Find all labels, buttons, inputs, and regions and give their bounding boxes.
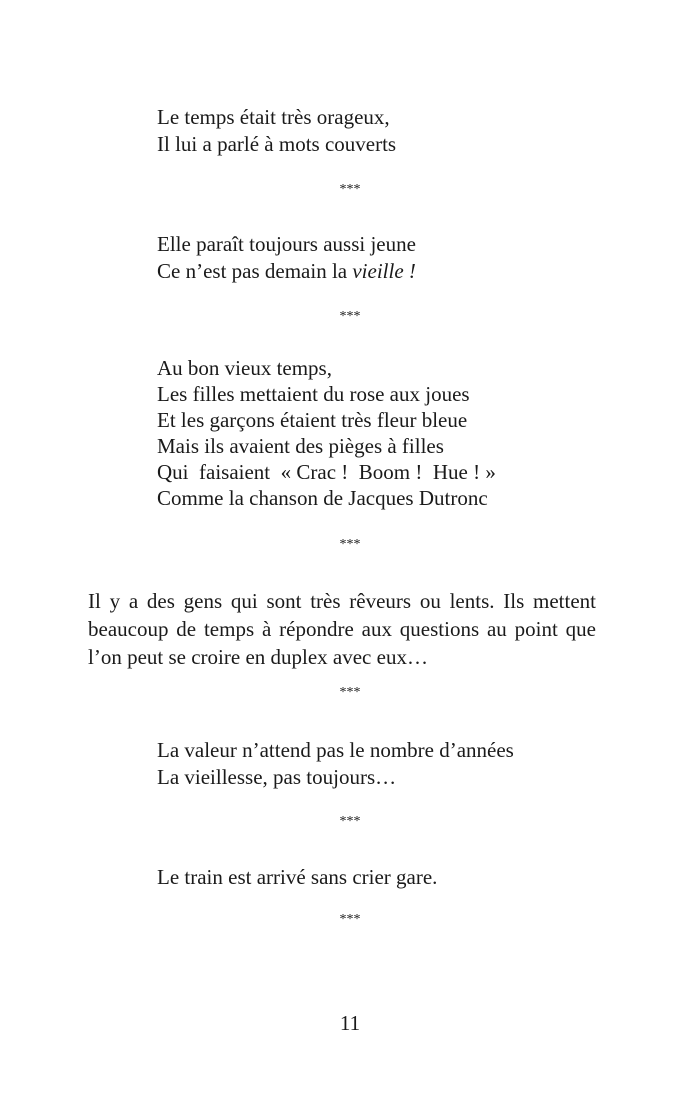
stanza3-line3: Et les garçons étaient très fleur bleue (157, 408, 468, 432)
stanza4-line1: La valeur n’attend pas le nombre d’années (157, 738, 514, 762)
prose-paragraph (88, 587, 596, 671)
stanza2-line2-prefix: Ce n’est pas demain la (157, 259, 353, 283)
stanza3-line2: Les filles mettaient du rose aux joues (157, 382, 470, 406)
stanza3-line4: Mais ils avaient des pièges à filles (157, 434, 444, 458)
paragraph-line1: Il y a des gens qui sont très rêveurs ou lents. Ils mettent (88, 589, 596, 613)
stanza5-line1: Le train est arrivé sans crier gare. (157, 865, 438, 889)
stanza3-line6: Comme la chanson de Jacques Dutronc (157, 486, 488, 510)
paragraph-line2: beaucoup de temps à répondre aux questions au point que (88, 617, 596, 641)
stanza2-line1: Elle paraît toujours aussi jeune (157, 232, 416, 256)
stanza3-line5: Qui faisaient « Crac ! Boom ! Hue ! » (157, 460, 496, 484)
stanza1-line1: Le temps était très orageux, (157, 105, 390, 129)
section-separator: *** (339, 912, 361, 927)
paragraph-line3: l’on peut se croire en duplex avec eux… (88, 645, 428, 669)
section-separator: *** (339, 309, 361, 324)
section-separator: *** (339, 537, 361, 552)
stanza3-line1: Au bon vieux temps, (157, 356, 332, 380)
stanza4-line2: La vieillesse, pas toujours… (157, 765, 397, 789)
stanza1-line2: Il lui a parlé à mots couverts (157, 132, 397, 156)
stanza2-line2 (157, 258, 416, 284)
section-separator: *** (339, 182, 361, 197)
section-separator: *** (339, 685, 361, 700)
section-separator: *** (339, 814, 361, 829)
stanza2-line2-italic: vieille ! (352, 259, 416, 283)
page-number: 11 (339, 1011, 361, 1035)
